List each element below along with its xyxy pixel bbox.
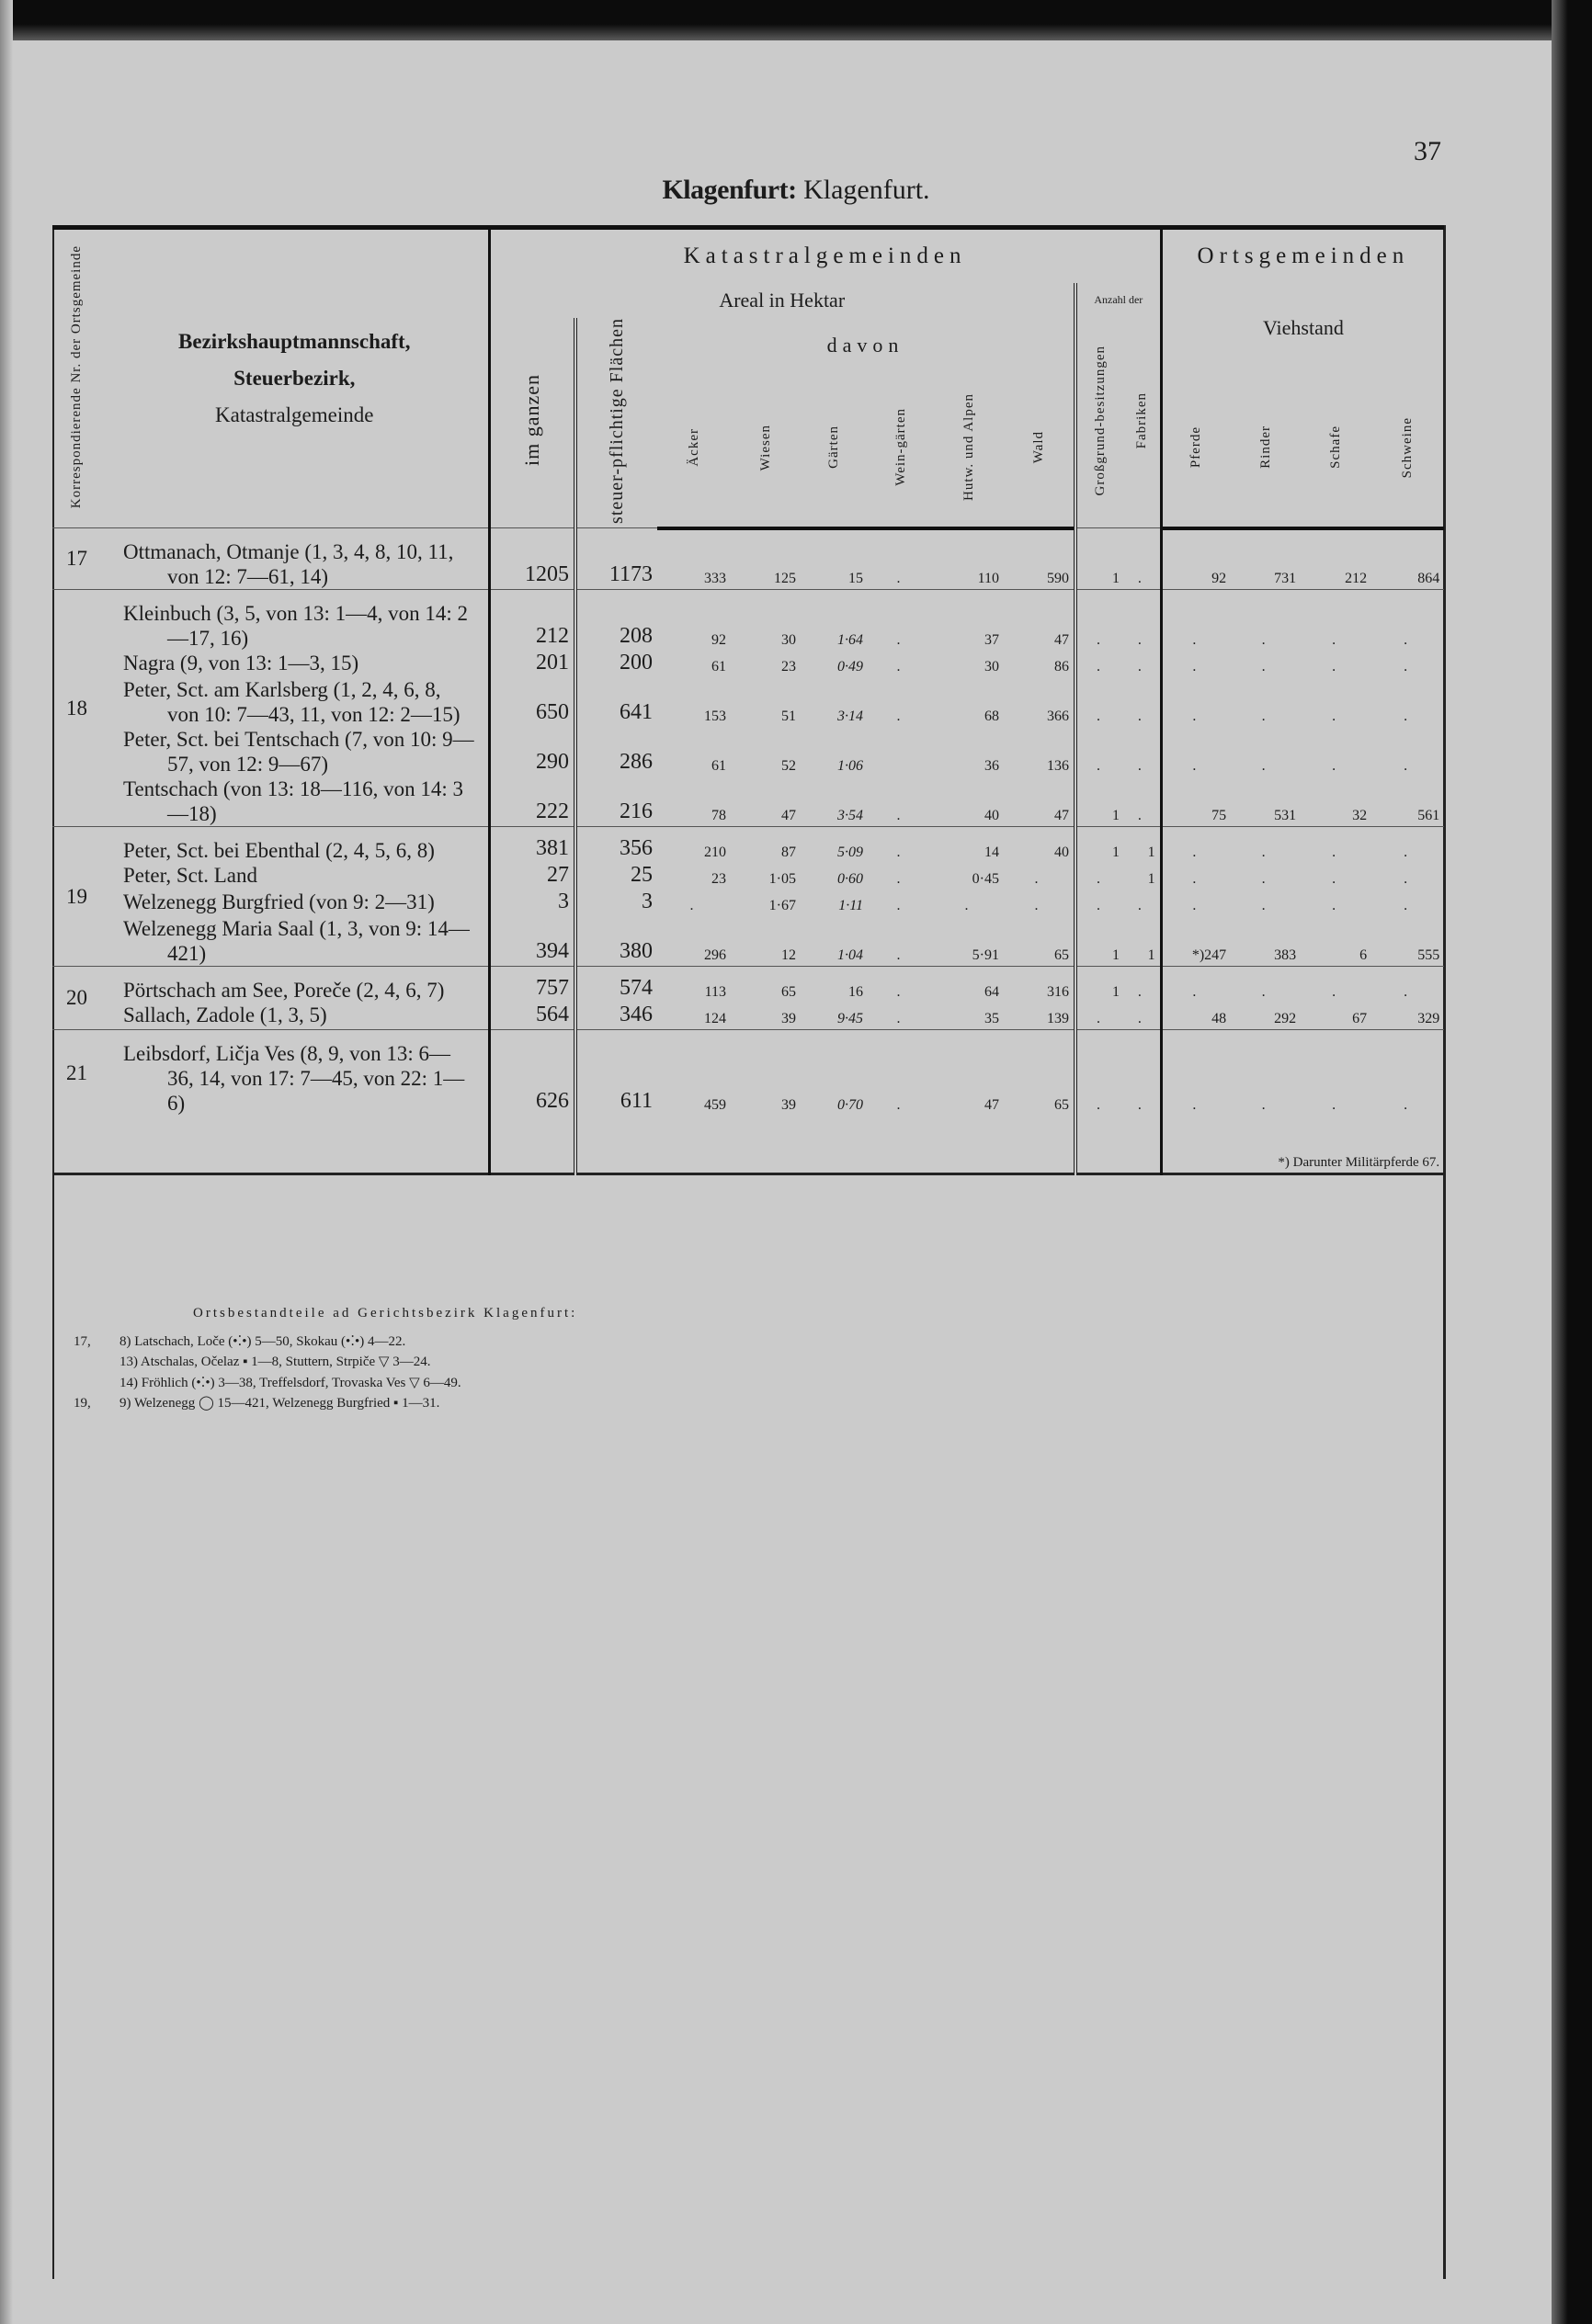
value-cell: .: [1231, 1030, 1301, 1117]
value-cell: 1·04: [837, 947, 863, 964]
value-cell: .: [1075, 590, 1124, 652]
value-cell: 47: [1004, 590, 1075, 652]
value-cell: 92: [657, 590, 731, 652]
value-cell: 40: [1004, 827, 1075, 864]
value-cell: 1: [1112, 947, 1120, 964]
value-cell: 346: [620, 1003, 653, 1027]
group-number: 17: [52, 528, 101, 590]
value-cell: .: [1124, 890, 1161, 916]
value-cell: .: [868, 827, 934, 864]
value-cell: 1: [1124, 916, 1161, 967]
value-cell: .: [896, 1011, 901, 1027]
value-cell: .: [1332, 709, 1336, 725]
header-katastralgemeinden: Katastralgemeinden: [489, 228, 1161, 283]
cadastral-name: [101, 1003, 489, 1030]
header-schafe: Schafe: [1301, 373, 1371, 528]
group-number: 18: [52, 590, 101, 827]
value-cell: 47: [781, 808, 796, 824]
header-gaerten: Gärten: [801, 373, 868, 528]
header-aecker: Äcker: [657, 373, 731, 528]
value-cell: .: [1231, 967, 1301, 1003]
value-cell: .: [1097, 659, 1100, 675]
value-cell: 14: [934, 827, 1004, 864]
empty-cell: [934, 1116, 1004, 1174]
value-cell: .: [1192, 659, 1197, 675]
note-line: [74, 1393, 809, 1414]
value-cell: 1·64: [801, 590, 868, 652]
header-nr: Korrespondierende Nr. der Ortsgemeinde: [52, 228, 101, 528]
value-cell: .: [1404, 871, 1408, 888]
value-cell: 25: [631, 863, 653, 888]
value-cell: 383: [1274, 947, 1297, 964]
value-cell: .: [1301, 590, 1371, 652]
note-key: 17,: [74, 1333, 91, 1349]
value-cell: 64: [934, 967, 1004, 1003]
header-viehstand: Viehstand: [1262, 315, 1344, 339]
value-cell: 125: [731, 528, 801, 590]
value-cell: 1: [1124, 827, 1161, 864]
value-cell: .: [1124, 777, 1161, 827]
header-ortsgemeinden: Ortsgemeinden: [1161, 228, 1444, 283]
value-cell: .: [1261, 709, 1266, 725]
value-cell: .: [1097, 758, 1100, 775]
scan-border-top: [0, 0, 1592, 40]
value-cell: .: [1161, 1030, 1231, 1117]
value-cell: 1: [1075, 827, 1124, 864]
value-cell: 3·54: [837, 808, 863, 824]
value-cell: 5·91: [972, 947, 999, 964]
value-cell: .: [1261, 871, 1266, 888]
value-cell: 1·11: [838, 898, 863, 914]
header-hutweiden: Hutw. und Alpen: [934, 373, 1004, 528]
value-cell: [868, 727, 934, 777]
value-cell: .: [868, 528, 934, 590]
note-key: 19,: [74, 1396, 91, 1411]
value-cell: 75: [1211, 808, 1227, 824]
table-row: [52, 890, 1444, 916]
value-cell: 564: [489, 1003, 575, 1030]
cadastral-name-text: Peter, Sct. am Karlsberg (1, 2, 4, 6, 8, von 10: 7—43, 11, von 12: 2—15): [123, 678, 461, 727]
header-weingaerten: Wein-gärten: [868, 373, 934, 528]
value-cell: .: [1124, 1030, 1161, 1117]
value-cell: 35: [984, 1011, 999, 1027]
value-cell: .: [896, 898, 901, 914]
value-cell: .: [1301, 967, 1371, 1003]
empty-cell: [101, 1116, 489, 1174]
group-number: 20: [52, 967, 101, 1030]
value-cell: 110: [934, 528, 1004, 590]
cadastral-name-text: Peter, Sct. Land: [123, 864, 257, 888]
empty-cell: [1004, 1116, 1075, 1174]
value-cell: 23: [711, 871, 726, 888]
notes-heading: Ortsbestandteile ad Gerichtsbezirk Klagenfurt:: [193, 1306, 578, 1321]
value-cell: 1·05: [768, 871, 796, 888]
value-cell: 356: [575, 827, 657, 864]
value-cell: 36: [984, 758, 999, 775]
value-cell: 1: [1075, 528, 1124, 590]
note-text: 14) Fröhlich (•⁚•) 3—38, Treffelsdorf, Trovaska Ves ▽ 6—49.: [119, 1375, 461, 1390]
value-cell: .: [868, 590, 934, 652]
table-row: [52, 528, 1444, 590]
cadastral-name-text: Ottmanach, Otmanje (1, 3, 4, 8, 10, 11, von 12: 7—61, 14): [123, 540, 454, 589]
value-cell: .: [1231, 827, 1301, 864]
value-cell: .: [1192, 758, 1197, 775]
value-cell: 290: [489, 727, 575, 777]
bottom-rule-line: [52, 1174, 1444, 1180]
value-cell: .: [896, 947, 901, 964]
value-cell: 3: [489, 890, 575, 916]
empty-cell: [1075, 1116, 1124, 1174]
value-cell: 113: [657, 967, 731, 1003]
value-cell: .: [1097, 709, 1100, 725]
cadastral-name: [101, 677, 489, 727]
value-cell: 16: [801, 967, 868, 1003]
value-cell: 136: [1004, 727, 1075, 777]
header-wiesen: Wiesen: [731, 373, 801, 528]
table-row: [52, 863, 1444, 890]
cadastral-name-text: Pörtschach am See, Poreče (2, 4, 6, 7): [123, 979, 445, 1003]
page-number: 37: [1414, 136, 1441, 166]
value-cell: .: [1371, 827, 1444, 864]
value-cell: .: [896, 659, 901, 675]
value-cell: .: [1161, 967, 1231, 1003]
value-cell: 555: [1417, 947, 1440, 964]
table-row: [52, 827, 1444, 864]
note-line: [74, 1332, 809, 1353]
value-cell: 12: [781, 947, 796, 964]
cadastral-name: [101, 528, 489, 590]
notes-lines: [74, 1332, 809, 1414]
value-cell: .: [868, 1030, 934, 1117]
title-subdistrict: Klagenfurt.: [803, 175, 930, 205]
cadastral-name: [101, 590, 489, 652]
bottom-rule: [52, 1174, 1444, 1180]
value-cell: 1·67: [768, 898, 796, 914]
value-cell: 200: [620, 651, 653, 675]
scan-border-left: [0, 0, 13, 2324]
header-anzahl: Anzahl der: [1075, 283, 1161, 318]
value-cell: 208: [575, 590, 657, 652]
value-cell: .: [896, 709, 901, 725]
value-cell: 124: [704, 1011, 726, 1027]
empty-cell: [52, 1116, 101, 1174]
table-row: [52, 590, 1444, 652]
value-cell: 52: [781, 758, 796, 775]
value-cell: 47: [1004, 777, 1075, 827]
value-cell: .: [1404, 659, 1408, 675]
value-cell: .: [1161, 827, 1231, 864]
header-im-ganzen: im ganzen: [489, 318, 575, 528]
cadastral-name: [101, 890, 489, 916]
header-wald: Wald: [1004, 373, 1075, 528]
value-cell: .: [1371, 967, 1444, 1003]
cadastral-name-text: Nagra (9, von 13: 1—3, 15): [123, 652, 359, 675]
cadastral-name: [101, 727, 489, 777]
value-cell: .: [1097, 898, 1100, 914]
value-cell: 381: [489, 827, 575, 864]
header-areal: Areal in Hektar: [489, 283, 1075, 318]
value-cell: 731: [1231, 528, 1301, 590]
header-davon: davon: [657, 318, 1075, 373]
value-cell: .: [1371, 590, 1444, 652]
note-key: [74, 1373, 119, 1394]
value-cell: 380: [620, 939, 653, 964]
value-cell: 757: [489, 967, 575, 1003]
value-cell: 216: [620, 799, 653, 824]
value-cell: .: [1231, 590, 1301, 652]
value-cell: 222: [489, 777, 575, 827]
cadastral-name: [101, 1030, 489, 1117]
value-cell: 212: [1301, 528, 1371, 590]
value-cell: 316: [1004, 967, 1075, 1003]
header-grossgrund: Großgrund-besitzungen: [1093, 345, 1108, 496]
value-cell: 27: [489, 863, 575, 890]
value-cell: 9·45: [837, 1011, 863, 1027]
value-cell: 650: [489, 677, 575, 727]
value-cell: 0·49: [837, 659, 863, 675]
value-cell: .: [1124, 967, 1161, 1003]
cadastral-name: [101, 651, 489, 677]
cadastral-name-text: Peter, Sct. bei Tentschach (7, von 10: 9—57, von 12: 9—67): [123, 728, 474, 777]
value-cell: .: [1332, 898, 1336, 914]
table-row: [52, 677, 1444, 727]
value-cell: 459: [657, 1030, 731, 1117]
value-cell: 65: [1004, 916, 1075, 967]
cadastral-name-text: Welzenegg Maria Saal (1, 3, von 9: 14—421): [123, 917, 470, 966]
value-cell: .: [1261, 659, 1266, 675]
value-cell: .: [1371, 1030, 1444, 1117]
value-cell: 40: [984, 808, 999, 824]
value-cell: 39: [731, 1030, 801, 1117]
value-cell: 30: [984, 659, 999, 675]
value-cell: 47: [934, 1030, 1004, 1117]
cadastral-name-text: Tentschach (von 13: 18—116, von 14: 3—18): [123, 777, 463, 826]
header-steuerpflichtige: steuer-pflichtige Flächen: [607, 317, 627, 524]
value-cell: 139: [1004, 1003, 1075, 1030]
value-cell: .: [1301, 1030, 1371, 1117]
value-cell: 1·06: [837, 758, 863, 775]
value-cell: 611: [575, 1030, 657, 1117]
value-cell: .: [1124, 677, 1161, 727]
cadastral-name: [101, 863, 489, 890]
cadastral-name-text: Kleinbuch (3, 5, von 13: 1—4, von 14: 2—17, 16): [123, 602, 468, 651]
value-cell: .: [1004, 890, 1075, 916]
value-cell: 626: [489, 1030, 575, 1117]
notes-section: [74, 1303, 809, 1414]
table-row: [52, 727, 1444, 777]
value-cell: .: [1332, 871, 1336, 888]
value-cell: .: [868, 967, 934, 1003]
table-row: [52, 916, 1444, 967]
group-number: 21: [52, 1030, 101, 1117]
value-cell: .: [1004, 863, 1075, 890]
table-footnote: *) Darunter Militärpferde 67.: [1278, 1155, 1440, 1171]
value-cell: 32: [1352, 808, 1368, 824]
group-number: 19: [52, 827, 101, 967]
value-cell: 1: [1124, 863, 1161, 890]
value-cell: 292: [1274, 1011, 1297, 1027]
table-body: [52, 528, 1444, 1180]
title-district: Klagenfurt:: [662, 175, 797, 205]
value-cell: 296: [704, 947, 726, 964]
value-cell: 5·09: [801, 827, 868, 864]
value-cell: 87: [731, 827, 801, 864]
value-cell: 37: [934, 590, 1004, 652]
value-cell: 1: [1075, 967, 1124, 1003]
empty-cell: [801, 1116, 868, 1174]
value-cell: .: [1097, 871, 1100, 888]
cadastral-name-text: Peter, Sct. bei Ebenthal (2, 4, 5, 6, 8): [123, 839, 435, 863]
value-cell: .: [689, 898, 694, 914]
value-cell: 61: [711, 659, 726, 675]
value-cell: 333: [657, 528, 731, 590]
value-cell: 212: [489, 590, 575, 652]
header-rinder: Rinder: [1231, 373, 1301, 528]
value-cell: 92: [1161, 528, 1231, 590]
value-cell: 15: [801, 528, 868, 590]
cadastral-name-text: Welzenegg Burgfried (von 9: 2—31): [123, 890, 435, 914]
value-cell: .: [1124, 727, 1161, 777]
value-cell: 39: [781, 1011, 796, 1027]
header-schweine: Schweine: [1371, 373, 1444, 528]
empty-cell: [1124, 1116, 1161, 1174]
value-cell: 0·60: [837, 871, 863, 888]
value-cell: 1: [1112, 808, 1120, 824]
value-cell: .: [1404, 898, 1408, 914]
value-cell: .: [896, 871, 901, 888]
value-cell: .: [1124, 1003, 1161, 1030]
value-cell: 590: [1004, 528, 1075, 590]
cadastral-name-text: Sallach, Zadole (1, 3, 5): [123, 1003, 327, 1027]
value-cell: .: [1161, 590, 1231, 652]
value-cell: 531: [1274, 808, 1297, 824]
value-cell: 210: [657, 827, 731, 864]
value-cell: .: [1332, 659, 1336, 675]
value-cell: 48: [1211, 1011, 1227, 1027]
value-cell: .: [1124, 590, 1161, 652]
value-cell: .: [1124, 528, 1161, 590]
value-cell: 30: [731, 590, 801, 652]
table-row: [52, 777, 1444, 827]
empty-cell: [489, 1116, 575, 1174]
value-cell: 153: [704, 709, 726, 725]
value-cell: .: [1261, 898, 1266, 914]
cadastral-name-text: Leibsdorf, Ličja Ves (8, 9, von 13: 6—36, 14, von 17: 7—45, von 22: 1—6): [123, 1042, 465, 1116]
cadastral-name: [101, 827, 489, 864]
cadastral-name: [101, 916, 489, 967]
value-cell: .: [1075, 1030, 1124, 1117]
note-text: 13) Atschalas, Očelaz ▪ 1—8, Stuttern, Strpiče ▽ 3—24.: [119, 1355, 431, 1369]
value-cell: 329: [1417, 1011, 1440, 1027]
value-cell: 561: [1417, 808, 1440, 824]
value-cell: 201: [489, 651, 575, 677]
value-cell: 0·45: [972, 871, 999, 888]
header-pferde: Pferde: [1161, 373, 1231, 528]
value-cell: 641: [620, 700, 653, 725]
value-cell: 67: [1352, 1011, 1368, 1027]
table-row: [52, 1030, 1444, 1117]
value-cell: 864: [1371, 528, 1444, 590]
empty-cell: [868, 1116, 934, 1174]
empty-cell: [657, 1116, 731, 1174]
value-cell: 1205: [489, 528, 575, 590]
value-cell: 65: [1004, 1030, 1075, 1117]
value-cell: 65: [731, 967, 801, 1003]
value-cell: .: [1124, 651, 1161, 677]
cadastral-name: [101, 967, 489, 1003]
value-cell: 6: [1359, 947, 1368, 964]
value-cell: 86: [1004, 651, 1075, 677]
scan-border-right: [1552, 0, 1592, 2324]
value-cell: 51: [781, 709, 796, 725]
value-cell: 68: [984, 709, 999, 725]
note-line: [74, 1373, 809, 1394]
statistics-table: [52, 225, 1444, 1179]
value-cell: .: [1404, 709, 1408, 725]
note-key: [74, 1352, 119, 1373]
value-cell: 286: [620, 750, 653, 775]
value-cell: .: [1261, 758, 1266, 775]
table-row: [52, 1003, 1444, 1030]
table-row: [52, 967, 1444, 1003]
value-cell: 1173: [575, 528, 657, 590]
value-cell: 61: [711, 758, 726, 775]
cadastral-name: [101, 777, 489, 827]
value-cell: 366: [1004, 677, 1075, 727]
value-cell: .: [1192, 898, 1197, 914]
empty-cell: [731, 1116, 801, 1174]
value-cell: .: [964, 898, 969, 914]
value-cell: 574: [575, 967, 657, 1003]
page-title: [0, 175, 1592, 206]
value-cell: 3·14: [837, 709, 863, 725]
empty-cell: [575, 1116, 657, 1174]
footnote-row: [52, 1116, 1444, 1174]
value-cell: *)247: [1191, 947, 1227, 964]
value-cell: 0·70: [801, 1030, 868, 1117]
value-cell: .: [1097, 1011, 1100, 1027]
value-cell: 394: [489, 916, 575, 967]
header-name: Bezirkshauptmannschaft, Steuerbezirk, Katastralgemeinde: [101, 228, 489, 528]
note-text: 8) Latschach, Loče (•⁚•) 5—50, Skokau (•⁚•) 4—22.: [119, 1333, 406, 1349]
note-text: 9) Welzenegg ◯ 15—421, Welzenegg Burgfried ▪ 1—31.: [119, 1396, 440, 1411]
value-cell: .: [1192, 709, 1197, 725]
value-cell: .: [1404, 758, 1408, 775]
header-fabriken: Fabriken: [1124, 318, 1161, 528]
value-cell: .: [896, 808, 901, 824]
value-cell: 78: [711, 808, 726, 824]
value-cell: 23: [781, 659, 796, 675]
value-cell: .: [1301, 827, 1371, 864]
value-cell: .: [1192, 871, 1197, 888]
table-row: [52, 651, 1444, 677]
value-cell: 3: [642, 890, 653, 914]
note-line: [74, 1352, 809, 1373]
value-cell: .: [1332, 758, 1336, 775]
